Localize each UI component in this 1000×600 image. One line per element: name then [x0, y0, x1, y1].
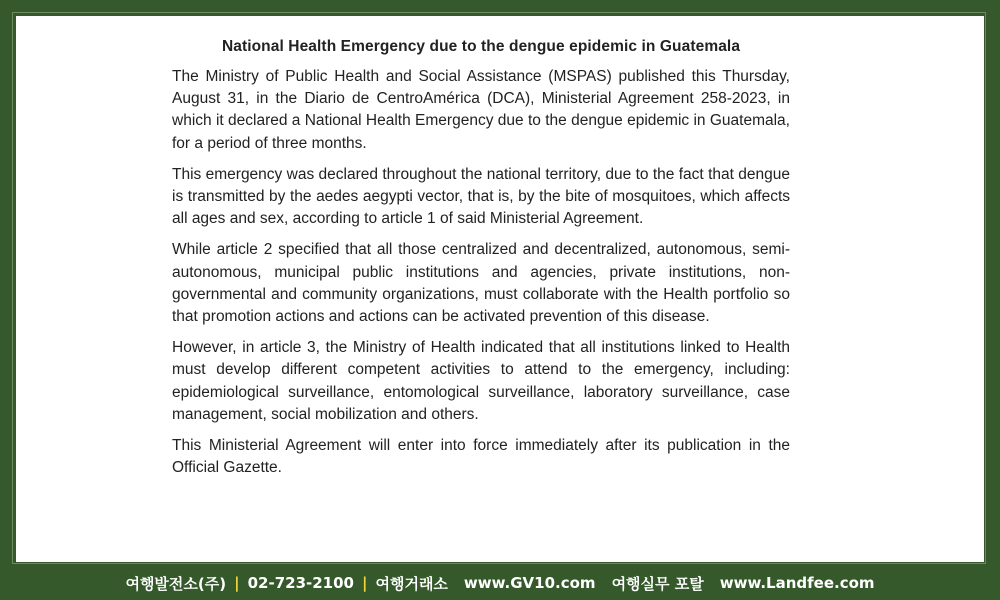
footer-phone: 02-723-2100	[247, 574, 354, 592]
footer-label-2: 여행실무 포탈	[611, 574, 704, 593]
footer-bar	[0, 566, 1000, 600]
footer-separator-1: |	[234, 574, 240, 592]
footer-separator-2: |	[361, 574, 368, 592]
paragraph-1: The Ministry of Public Health and Social Assistance (MSPAS) published this Thursday, August 31, in the Diario de CentroAmérica (DCA), Ministerial Agreement 258-2023, in which it declared a National Health Emergency due to the dengue epidemic in Guatemala, for a period of three months.	[172, 68, 790, 152]
footer-site-2[interactable]: www.Landfee.com	[719, 574, 875, 592]
footer-label-1: 여행거래소	[375, 574, 448, 593]
document-page	[16, 16, 984, 562]
document-body	[172, 38, 790, 488]
document-title: National Health Emergency due to the dengue epidemic in Guatemala	[221, 38, 741, 55]
paragraph-4: However, in article 3, the Ministry of Health indicated that all institutions linked to Health must develop different competent activities to attend to the emergency, including: epidemiological surveillance, entomological surveillance, laboratory surveillance, case management, social mobilization and others.	[172, 339, 790, 423]
paragraph-5: This Ministerial Agreement will enter into force immediately after its publication in the Official Gazette.	[172, 437, 790, 477]
footer-company: 여행발전소(주)	[125, 574, 227, 593]
paragraph-2: This emergency was declared throughout the national territory, due to the fact that dengue is transmitted by the aedes aegypti vector, that is, by the bite of mosquitoes, which affects all ages and sex, according to article 1 of said Ministerial Agreement.	[172, 165, 790, 228]
footer-site-1[interactable]: www.GV10.com	[463, 574, 596, 592]
paragraph-3: While article 2 specified that all those centralized and decentralized, autonomous, semi-autonomous, municipal public institutions and agencies, private institutions, non-governmental and community organizations, must collaborate with the Health portfolio so that promotion actions and actions can be activated prevention of this disease.	[172, 241, 790, 326]
